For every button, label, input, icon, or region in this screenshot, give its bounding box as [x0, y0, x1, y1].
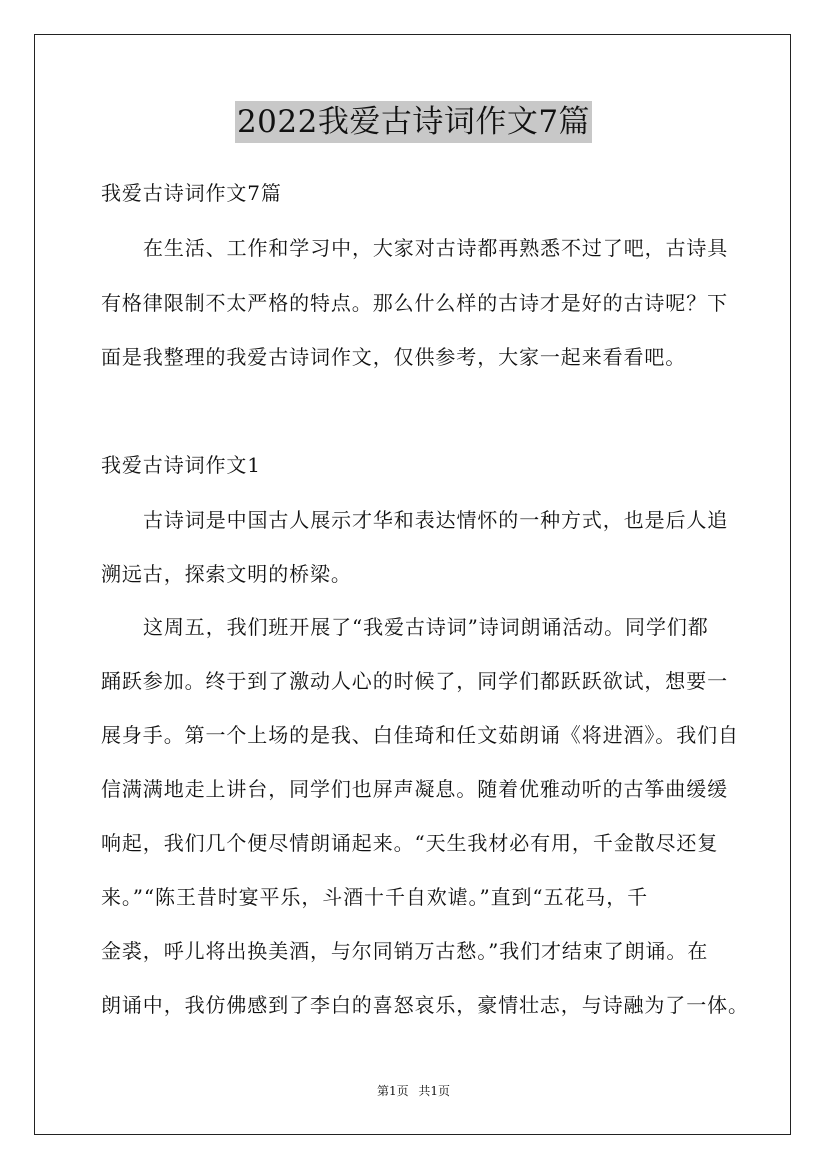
- document-title: 2022我爱古诗词作文7篇: [235, 101, 592, 143]
- page-total: 共1页: [418, 1084, 451, 1098]
- paragraph-line: 这周五，我们班开展了“我爱古诗词”诗词朗诵活动。同学们都: [143, 615, 709, 639]
- paragraph-line: 信满满地走上讲台，同学们也屏声凝息。随着优雅动听的古筝曲缓缓: [101, 777, 728, 801]
- paragraph-line: 展身手。第一个上场的是我、白佳琦和任文茹朗诵《将进酒》。我们自: [101, 723, 739, 747]
- paragraph-line: 金裘，呼儿将出换美酒，与尔同销万古愁。”我们才结束了朗诵。在: [101, 939, 709, 963]
- intro-line: 有格律限制不太严格的特点。那么什么样的古诗才是好的古诗呢？下: [101, 291, 728, 315]
- paragraph-line: 朗诵中，我仿佛感到了李白的喜怒哀乐，豪情壮志，与诗融为了一体。: [101, 993, 749, 1017]
- paragraph-line: 来。”“陈王昔时宴平乐，斗酒十千自欢谑。”直到“五花马，千: [101, 885, 648, 909]
- intro-line: 面是我整理的我爱古诗词作文，仅供参考，大家一起来看看吧。: [101, 345, 687, 369]
- paragraph-line: 踊跃参加。终于到了激动人心的时候了，同学们都跃跃欲试，想要一: [101, 669, 728, 693]
- subtitle: 我爱古诗词作文7篇: [101, 181, 282, 205]
- intro-line: 在生活、工作和学习中，大家对古诗都再熟悉不过了吧，古诗具: [143, 236, 729, 260]
- section-heading: 我爱古诗词作文1: [101, 453, 261, 477]
- paragraph-line: 溯远古，探索文明的桥梁。: [101, 562, 352, 586]
- page-number: 第1页: [376, 1084, 409, 1098]
- title-container: [0, 101, 827, 143]
- paragraph-line: 响起，我们几个便尽情朗诵起来。“天生我材必有用，千金散尽还复: [101, 831, 719, 855]
- page-footer: [0, 1083, 827, 1099]
- paragraph-line: 古诗词是中国古人展示才华和表达情怀的一种方式，也是后人追: [143, 508, 729, 532]
